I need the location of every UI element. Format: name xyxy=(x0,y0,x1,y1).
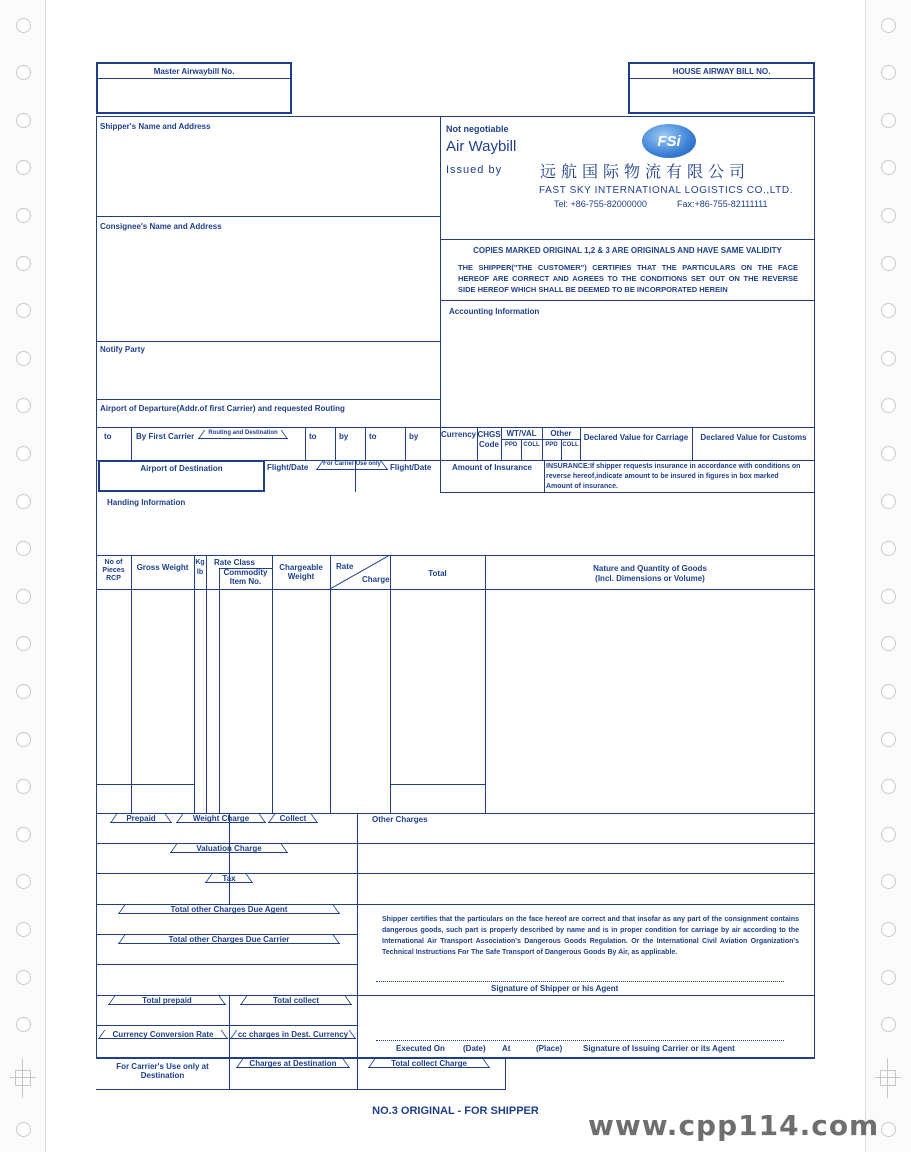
chgs-label: CHGS xyxy=(477,430,501,439)
feed-hole xyxy=(16,970,31,985)
feed-hole xyxy=(16,589,31,604)
consignee-label: Consignee's Name and Address xyxy=(100,222,222,231)
total-collect-tab xyxy=(240,995,352,1005)
feed-hole xyxy=(881,113,896,128)
kg-header: Kg xyxy=(195,559,205,566)
feed-hole xyxy=(881,1017,896,1032)
executed-on-label: Executed On xyxy=(396,1044,445,1053)
shipper-certifies-notice: THE SHIPPER("THE CUSTOMER") CERTIFIES THAT THE PARTICULARS ON THE FACE HEREOF ARE CORRECT AND AGREES TO THE CONDITIONS SET OUT ON THE REVERSE SIDE HEREOF WHICH SHALL BE DEEMED TO BE INCORPORATED HEREIN xyxy=(458,263,798,294)
feed-hole xyxy=(16,636,31,651)
date-label: (Date) xyxy=(463,1044,486,1053)
currency-label: Currency xyxy=(441,430,477,439)
total-prepaid-label: Total prepaid xyxy=(142,996,192,1005)
code-label: Code xyxy=(479,440,499,449)
handling-label: Handing Information xyxy=(107,498,186,507)
feed-hole xyxy=(881,1122,896,1137)
feed-hole xyxy=(881,779,896,794)
weight-charge-tab xyxy=(176,813,266,823)
feed-hole xyxy=(16,256,31,271)
rate-divider xyxy=(330,555,391,590)
tax-tab xyxy=(205,873,253,883)
chargeable-header: Chargeable Weight xyxy=(279,563,323,582)
feed-hole xyxy=(16,1017,31,1032)
conversion-label: Currency Conversion Rate xyxy=(112,1030,214,1039)
carrier-use-label: For Carrier Use only xyxy=(323,461,381,467)
feed-hole xyxy=(881,65,896,80)
signature-carrier-label: Signature of Issuing Carrier or its Agent xyxy=(583,1044,735,1053)
dg-certification-text: Shipper certifies that the particulars on the face hereof are correct and that insofar as any part of the consignment contains dangerous goods, such part is properly described by name and is in proper condition for carriage by air according to the International Air Transport Association's Dangerous Goods Regulation. Or the International Civil Aviation Organization's Technical Instructions For The Safe Transport of Dangerous Goods By Air, as applicable. xyxy=(382,916,799,956)
flight-date2-label: Flight/Date xyxy=(390,463,432,472)
commodity-header: Commodity Item No. xyxy=(223,568,268,587)
feed-hole xyxy=(881,494,896,509)
feed-hole xyxy=(16,208,31,223)
dims-header: (Incl. Dimensions or Volume) xyxy=(595,574,705,583)
total-prepaid-tab xyxy=(108,995,226,1005)
master-airwaybill-box[interactable] xyxy=(96,62,292,114)
feed-hole xyxy=(16,1122,31,1137)
declared-carriage-label: Declared Value for Carriage xyxy=(583,433,689,442)
signature-shipper-label: Signature of Shipper or his Agent xyxy=(491,984,619,993)
lb-header: lb xyxy=(196,569,204,576)
wtval-coll: COLL xyxy=(523,442,540,448)
insurance-notice: INSURANCE:If shipper requests insurance in accordance with conditions on reverse hereof,indicate amount to be insured in figures in box marked Amount of insurance. xyxy=(546,463,801,490)
shipper-field[interactable] xyxy=(97,132,439,215)
flight-date-label: Flight/Date xyxy=(267,463,309,472)
feed-hole xyxy=(16,732,31,747)
collect-tab xyxy=(268,813,318,823)
feed-hole xyxy=(16,684,31,699)
departure-label: Airport of Departure(Addr.of first Carrier) and requested Routing xyxy=(100,404,345,413)
charges-dest-tab xyxy=(236,1058,350,1068)
carrier-use-tab xyxy=(316,460,388,470)
rate-class-header: Rate Class xyxy=(214,558,255,567)
goods-description-field[interactable] xyxy=(486,590,814,812)
pieces-header: No of Pieces RCP xyxy=(102,559,125,583)
company-fax: Fax:+86-755-82111111 xyxy=(677,199,768,209)
feed-hole xyxy=(881,303,896,318)
feed-hole xyxy=(16,160,31,175)
feed-hole xyxy=(16,351,31,366)
feed-hole xyxy=(881,970,896,985)
other-charges-label: Other Charges xyxy=(372,815,428,824)
other-label: Other xyxy=(550,429,572,438)
logo-text: FSi xyxy=(657,133,681,150)
feed-hole xyxy=(16,303,31,318)
first-carrier-label: By First Carrier xyxy=(136,432,195,441)
feed-hole xyxy=(881,874,896,889)
wtval-ppd: PPD xyxy=(504,442,518,448)
company-tel: Tel: +86-755-82000000 xyxy=(554,199,647,209)
total-collect-label: Total collect xyxy=(272,996,320,1005)
feed-hole xyxy=(881,636,896,651)
feed-hole xyxy=(881,541,896,556)
feed-hole xyxy=(16,874,31,889)
routing-to2-label: to xyxy=(309,432,317,441)
air-waybill-title: Air Waybill xyxy=(446,138,517,155)
prepaid-tab xyxy=(110,813,172,823)
other-coll: COLL xyxy=(562,442,579,448)
total-header: Total xyxy=(428,569,447,578)
feed-hole xyxy=(881,256,896,271)
accounting-label: Accounting Information xyxy=(449,307,540,316)
copies-notice: COPIES MARKED ORIGINAL 1,2 & 3 ARE ORIGINALS AND HAVE SAME VALIDITY xyxy=(473,246,782,255)
valuation-label: Valuation Charge xyxy=(196,844,262,853)
notify-party-label: Notify Party xyxy=(100,345,145,354)
valuation-tab xyxy=(170,843,288,853)
total-collect-charge-tab xyxy=(368,1058,490,1068)
consignee-field[interactable] xyxy=(97,232,439,340)
feed-hole xyxy=(16,779,31,794)
other-ppd: PPD xyxy=(545,442,558,448)
right-feed-strip xyxy=(865,0,911,1152)
due-carrier-label: Total other Charges Due Carrier xyxy=(168,935,290,944)
nature-header: Nature and Quantity of Goods xyxy=(593,564,707,573)
company-name-cn: 远航国际物流有限公司 xyxy=(540,162,751,181)
due-agent-label: Total other Charges Due Agent xyxy=(170,905,288,914)
feed-hole xyxy=(881,827,896,842)
feed-hole xyxy=(16,922,31,937)
feed-hole xyxy=(881,160,896,175)
left-feed-strip xyxy=(0,0,46,1152)
conversion-tab xyxy=(98,1029,228,1039)
charge-header: Charge xyxy=(362,575,390,584)
feed-hole xyxy=(16,541,31,556)
routing-destination-tab xyxy=(198,429,288,439)
cc-charges-label: cc charges in Dest. Currency xyxy=(237,1030,349,1039)
feed-hole xyxy=(881,446,896,461)
rate-header: Rate xyxy=(336,562,354,571)
issued-by: Issued by xyxy=(446,164,503,176)
place-label: (Place) xyxy=(536,1044,563,1053)
tax-label: Tax xyxy=(222,874,236,883)
feed-hole xyxy=(16,494,31,509)
feed-hole xyxy=(881,589,896,604)
cc-charges-tab xyxy=(230,1029,356,1039)
master-airwaybill-label: Master Airwaybill No. xyxy=(153,67,235,76)
routing-to-label: to xyxy=(104,432,112,441)
crosshair-mark xyxy=(10,1058,36,1098)
carrier-use-dest-label: For Carrier's Use only at Destination xyxy=(116,1062,209,1081)
shipper-label: Shipper's Name and Address xyxy=(100,122,211,131)
charges-dest-label: Charges at Destination xyxy=(249,1059,337,1068)
weight-charge-label: Weight Charge xyxy=(192,814,250,823)
feed-hole xyxy=(881,398,896,413)
routing-destination-label: Routing and Destination xyxy=(208,430,278,436)
crosshair-mark xyxy=(875,1058,901,1098)
house-airwaybill-box[interactable] xyxy=(628,62,815,114)
feed-hole xyxy=(16,446,31,461)
feed-hole xyxy=(16,65,31,80)
company-name-en: FAST SKY INTERNATIONAL LOGISTICS CO.,LTD. xyxy=(539,185,794,196)
feed-hole xyxy=(881,684,896,699)
at-label: At xyxy=(502,1044,511,1053)
copy-designation: NO.3 ORIGINAL - FOR SHIPPER xyxy=(372,1105,539,1117)
amount-insurance-label: Amount of Insurance xyxy=(451,463,532,472)
accounting-field[interactable] xyxy=(441,318,814,426)
declared-customs-label: Declared Value for Customs xyxy=(700,433,807,442)
watermark: www.cpp114.com xyxy=(588,1109,880,1142)
routing-by2-label: by xyxy=(339,432,349,441)
airport-destination-label: Airport of Destination xyxy=(140,464,223,473)
fsi-logo-icon xyxy=(642,124,696,158)
due-carrier-tab xyxy=(118,934,340,944)
feed-hole xyxy=(16,18,31,33)
gross-weight-header: Gross Weight xyxy=(136,563,189,572)
collect-label: Collect xyxy=(279,814,307,823)
feed-hole xyxy=(881,922,896,937)
feed-hole xyxy=(16,398,31,413)
total-collect-charge-label: Total collect Charge xyxy=(391,1059,467,1068)
feed-hole xyxy=(881,732,896,747)
feed-hole xyxy=(881,208,896,223)
due-agent-tab xyxy=(118,904,340,914)
airport-destination-box[interactable] xyxy=(98,460,265,492)
wtval-label: WT/VAL xyxy=(506,429,537,438)
feed-hole xyxy=(16,113,31,128)
house-airwaybill-label: HOUSE AIRWAY BILL NO. xyxy=(672,67,771,76)
feed-hole xyxy=(881,18,896,33)
feed-hole xyxy=(881,351,896,366)
not-negotiable: Not negotiable xyxy=(446,124,509,134)
routing-to3-label: to xyxy=(369,432,377,441)
routing-by3-label: by xyxy=(409,432,419,441)
feed-hole xyxy=(16,827,31,842)
handling-field[interactable] xyxy=(97,510,814,554)
prepaid-label: Prepaid xyxy=(126,814,156,823)
